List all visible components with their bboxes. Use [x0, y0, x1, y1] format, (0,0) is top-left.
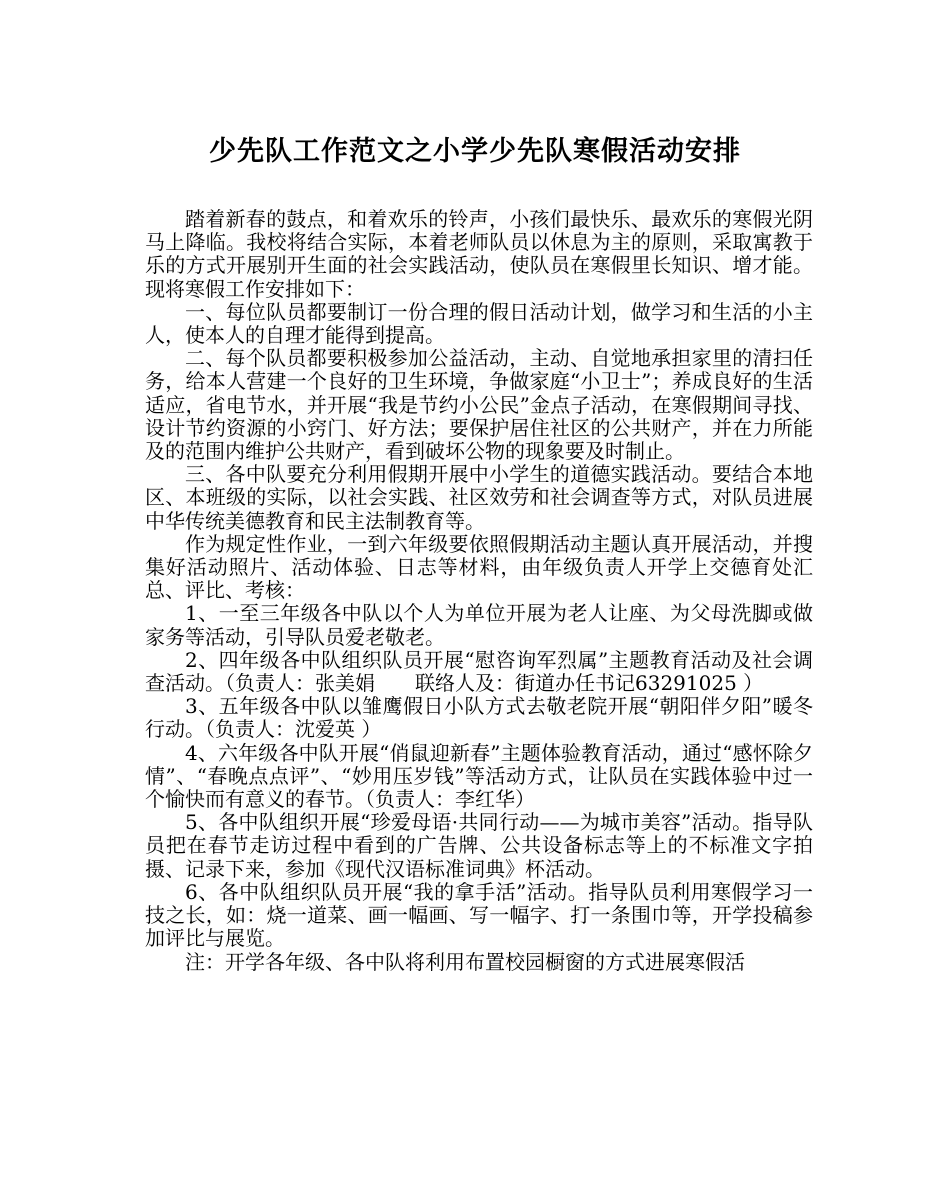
paragraph-task-4: 4、六年级各中队开展“俏鼠迎新春”主题体验教育活动，通过“感怀除夕情”、“春晚点点评”、“妙用压岁钱”等活动方式，让队员在实践体验中过一个愉快而有意义的春节。（负责人：李红华） — [145, 740, 813, 812]
document-body — [145, 208, 813, 974]
paragraph-intro: 踏着新春的鼓点，和着欢乐的铃声，小孩们最快乐、最欢乐的寒假光阴马上降临。我校将结合实际，本着老师队员以休息为主的原则，采取寓教于乐的方式开展别开生面的社会实践活动，使队员在寒假里长知识、增才能。现将寒假工作安排如下： — [145, 207, 813, 301]
paragraph-task-5: 5、各中队组织开展“珍爱母语·共同行动——为城市美容”活动。指导队员把在春节走访过程中看到的广告牌、公共设备标志等上的不标准文字拍摄、记录下来，参加《现代汉语标准词典》杯活动。 — [145, 810, 813, 881]
paragraph-homework: 作为规定性作业，一到六年级要依照假期活动主题认真开展活动，并搜集好活动照片、活动体验、日志等材料，由年级负责人开学上交德育处汇总、评比、考核： — [145, 531, 813, 603]
paragraph-task-6: 6、各中队组织队员开展“我的拿手活”活动。指导队员利用寒假学习一技之长，如：烧一道菜、画一幅画、写一幅字、打一条围巾等，开学投稿参加评比与展览。 — [145, 879, 813, 951]
paragraph-item-2: 二、每个队员都要积极参加公益活动，主动、自觉地承担家里的清扫任务，给本人营建一个良好的卫生环境，争做家庭“小卫士”；养成良好的生活适应，省电节水，并开展“我是节约小公民”金点子活动，在寒假期间寻找、设计节约资源的小窍门、好方法；要保护居住社区的公共财产，并在力所能及的范围内维护公共财产，看到破坏公物的现象要及时制止。 — [145, 346, 813, 464]
paragraph-task-3: 3、五年级各中队以雏鹰假日小队方式去敬老院开展“朝阳伴夕阳”暖冬行动。（负责人：沈爱英 ） — [145, 694, 813, 742]
paragraph-task-2: 2、四年级各中队组织队员开展“慰咨询军烈属”主题教育活动及社会调查活动。（负责人：张美娟 联络人及：街道办任书记63291025 ） — [145, 647, 813, 696]
paragraph-item-1: 一、每位队员都要制订一份合理的假日活动计划，做学习和生活的小主人，使本人的自理才能得到提高。 — [145, 299, 813, 348]
paragraph-task-1: 1、一至三年级各中队以个人为单位开展为老人让座、为父母洗脚或做家务等活动，引导队员爱老敬老。 — [145, 601, 813, 649]
paragraph-note: 注：开学各年级、各中队将利用布置校园橱窗的方式进展寒假活 — [185, 949, 745, 974]
document-title: 少先队工作范文之小学少先队寒假活动安排 — [209, 136, 741, 167]
paragraph-item-3: 三、各中队要充分利用假期开展中小学生的道德实践活动。要结合本地区、本班级的实际，以社会实践、社区效劳和社会调查等方式，对队员进展中华传统美德教育和民主法制教育等。 — [145, 462, 813, 533]
